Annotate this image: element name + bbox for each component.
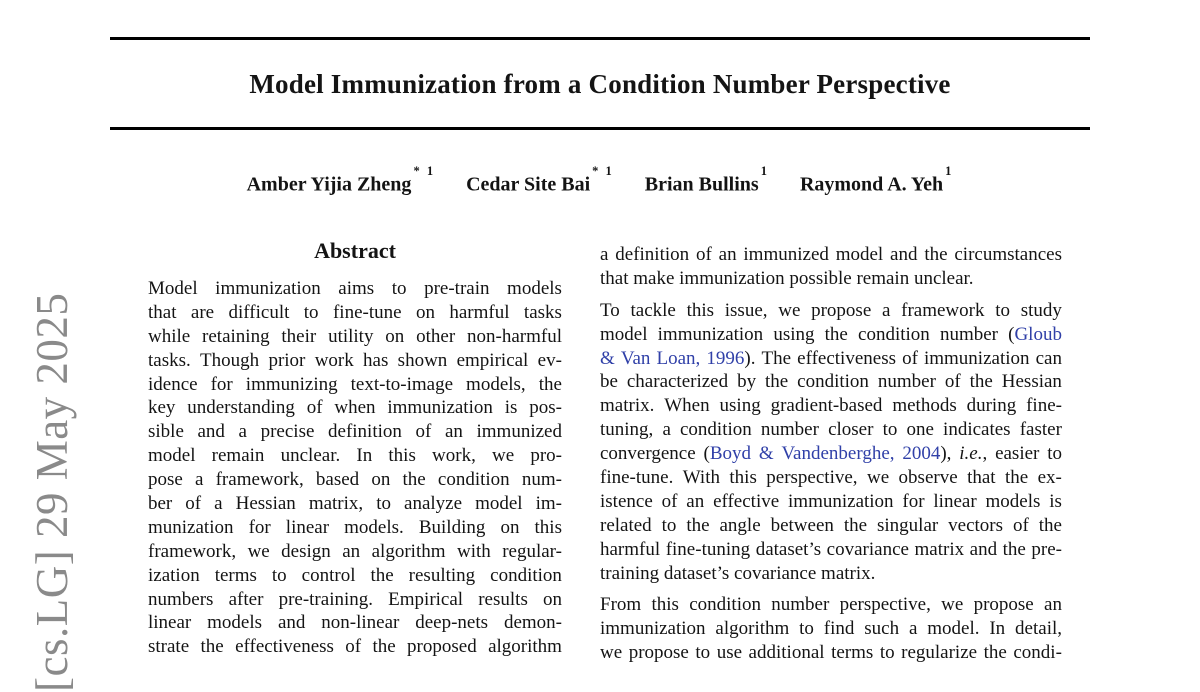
- text-line: sible and a precise definition of an immunized: [148, 421, 562, 443]
- text-line: ization terms to control the resulting condition: [148, 564, 562, 586]
- authors-line: [110, 164, 1090, 197]
- title-bottom-rule: [110, 127, 1090, 130]
- citation-link[interactable]: Gloub: [1014, 323, 1062, 345]
- citation-link[interactable]: Vandenberghe,: [781, 443, 895, 465]
- text-line: fine-tune. With this perspective, we observe that the ex-: [600, 467, 1062, 489]
- citation-link[interactable]: 2004: [902, 443, 941, 465]
- author-name: Brian Bullins: [644, 173, 759, 196]
- abstract-paragraph: [148, 277, 562, 659]
- text-line: numbers after pre-training. Empirical results on: [148, 588, 562, 610]
- text-line: key understanding of when immunization is pos-: [148, 397, 562, 419]
- text-line: that are difficult to fine-tune on harmful tasks: [148, 301, 562, 323]
- text-line: munization for linear models. Building on this: [148, 516, 562, 538]
- author: [644, 164, 769, 197]
- text-line: be characterized by the condition number of the Hessian: [600, 371, 1062, 393]
- text-line: training dataset’s covariance matrix.: [600, 562, 876, 584]
- text-line: we propose to use additional terms to regularize the condi-: [600, 642, 1062, 664]
- citation-link[interactable]: &: [758, 443, 774, 465]
- text-line: linear models and non-linear deep-nets demon-: [148, 612, 562, 634]
- text-line: idence for immunizing text-to-image models, the: [148, 373, 562, 395]
- text-line: model remain unclear. In this work, we pro-: [148, 445, 562, 467]
- right-column: [600, 243, 1062, 673]
- text-line: that make immunization possible remain unclear.: [600, 267, 974, 289]
- citation-link[interactable]: Van: [620, 347, 651, 369]
- text-line: ber of a Hessian matrix, to analyze model im-: [148, 493, 562, 515]
- text-line: tasks. Though prior work has shown empirical ev-: [148, 349, 562, 371]
- text-line: pose a framework, based on the condition num-: [148, 469, 562, 491]
- author-name: Amber Yijia Zheng: [246, 173, 412, 196]
- text-line: tuning, a condition number closer to one indicates faster: [600, 419, 1062, 441]
- text-line: harmful fine-tuning dataset’s covariance matrix and the pre-: [600, 538, 1062, 560]
- author: [246, 164, 436, 197]
- author-superscript: * 1: [592, 164, 614, 178]
- text-line: convergence (Boyd & Vandenberghe, 2004), i.e., easier to: [600, 443, 1062, 465]
- author: [466, 164, 614, 197]
- author-superscript: 1: [760, 164, 769, 178]
- citation-link[interactable]: 1996: [706, 347, 745, 369]
- text-line: From this condition number perspective, we propose an: [600, 594, 1062, 616]
- italic-text: i.e.: [959, 443, 983, 465]
- text-line: model immunization using the condition number (Gloub: [600, 323, 1062, 345]
- text-line: a definition of an immunized model and the circumstances: [600, 244, 1062, 265]
- text-line: Model immunization aims to pre-train models: [148, 278, 562, 299]
- author: [799, 164, 954, 197]
- arxiv-watermark: [cs.LG] 29 May 2025: [27, 292, 77, 692]
- paper-title: Model Immunization from a Condition Number Perspective: [249, 69, 951, 99]
- text-line: matrix. When using gradient-based methods during fine-: [600, 395, 1062, 417]
- text-line: istence of an effective immunization for linear models is: [600, 490, 1062, 512]
- citation-link[interactable]: Boyd: [709, 443, 751, 465]
- text-line: immunization algorithm to find such a model. In detail,: [600, 618, 1062, 640]
- author-superscript: 1: [945, 164, 954, 178]
- text-line: strate the effectiveness of the proposed algorithm: [148, 636, 562, 658]
- left-column: [148, 238, 562, 659]
- author-superscript: * 1: [413, 164, 436, 178]
- abstract-heading: Abstract: [314, 238, 396, 263]
- author-name: Cedar Site Bai: [466, 173, 591, 196]
- text-line: & Van Loan, 1996). The effectiveness of immunization can: [600, 347, 1062, 369]
- text-line: related to the angle between the singular vectors of the: [600, 514, 1062, 536]
- text-line: while retaining their utility on other non-harmful: [148, 325, 562, 347]
- citation-link[interactable]: &: [600, 347, 615, 369]
- author-name: Raymond A. Yeh: [799, 173, 944, 196]
- body-paragraph: [600, 243, 1062, 291]
- body-paragraph: [600, 299, 1062, 586]
- top-rule: [110, 37, 1090, 40]
- citation-link[interactable]: Loan,: [656, 347, 701, 369]
- body-paragraph: [600, 593, 1062, 665]
- text-line: framework, we design an algorithm with regular-: [148, 540, 562, 562]
- text-line: To tackle this issue, we propose a framework to study: [600, 299, 1062, 321]
